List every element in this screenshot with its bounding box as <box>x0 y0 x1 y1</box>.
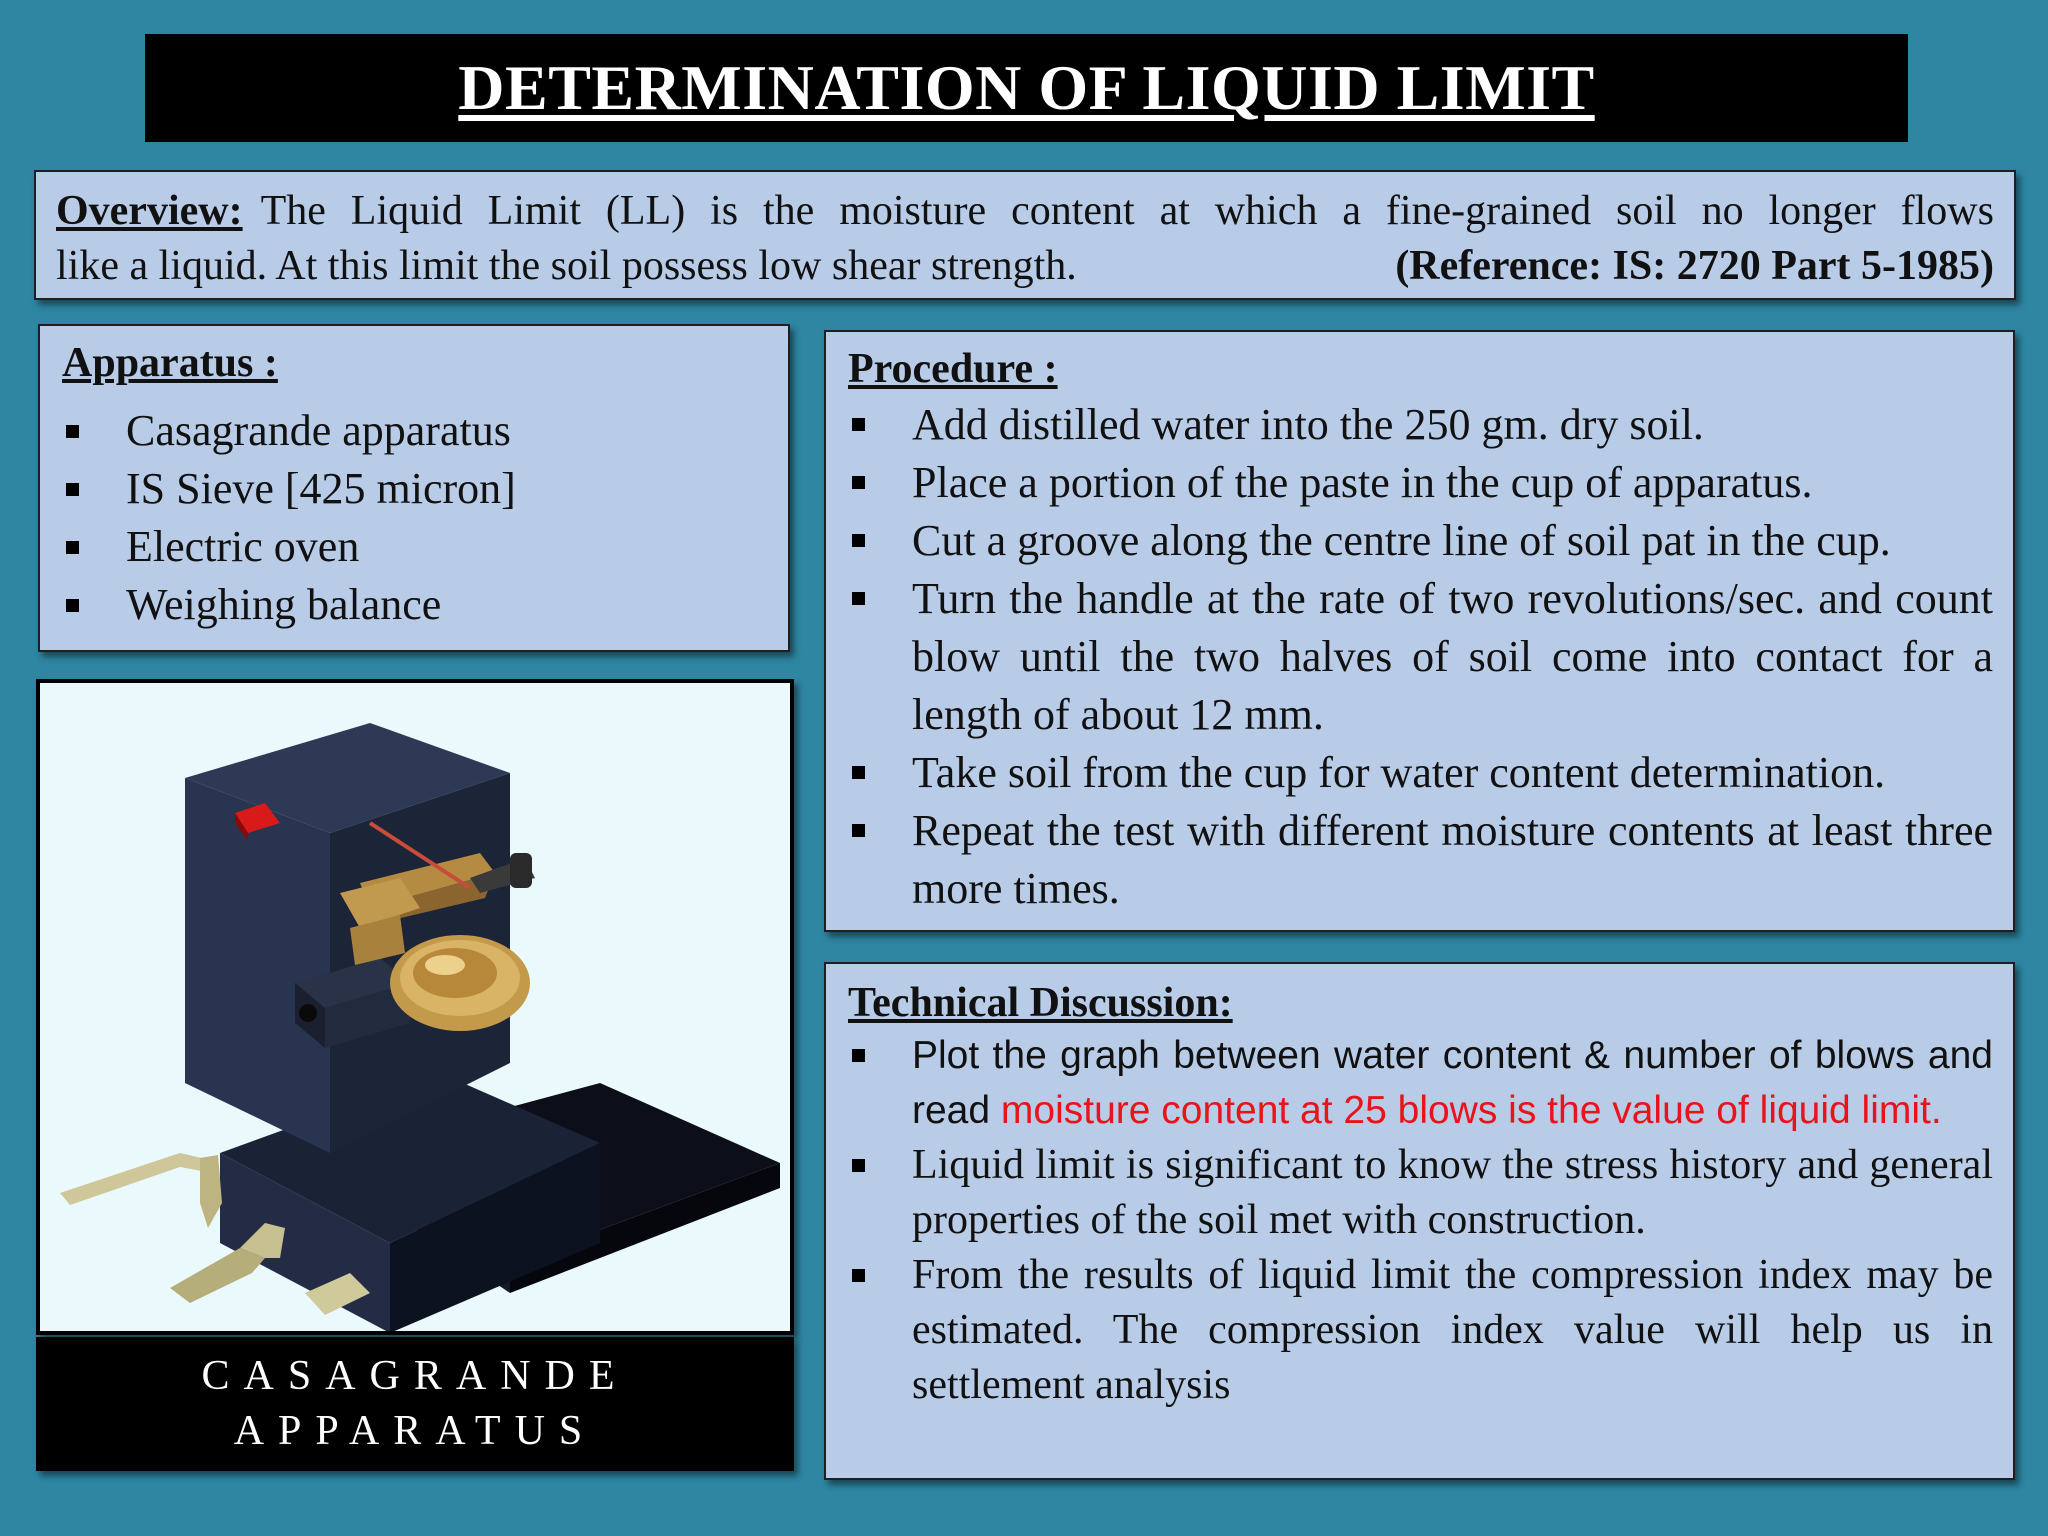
apparatus-photo-frame <box>36 679 794 1335</box>
bullet-square-icon <box>852 1269 865 1282</box>
apparatus-panel <box>38 324 790 652</box>
photo-caption <box>36 1337 794 1471</box>
bullet-square-icon <box>852 766 865 779</box>
casagrande-apparatus-illustration <box>40 683 790 1331</box>
bullet-square-icon <box>66 425 79 438</box>
list-item: Add distilled water into the 250 gm. dry soil. <box>848 396 1993 454</box>
bullet-square-icon <box>852 592 865 605</box>
list-item: From the results of liquid limit the compression index may be estimated. The compression index value will help us in settlement analysis <box>848 1248 1993 1413</box>
list-item: Liquid limit is significant to know the stress history and general properties of the soil met with construction. <box>848 1138 1993 1248</box>
list-item: Repeat the test with different moisture contents at least three more times. <box>848 802 1993 918</box>
list-item: Weighing balance <box>62 576 766 634</box>
bullet-square-icon <box>852 1049 865 1062</box>
bullet-square-icon <box>852 534 865 547</box>
procedure-heading: Procedure : <box>848 346 1058 392</box>
bullet-square-icon <box>852 1159 865 1172</box>
list-item: Casagrande apparatus <box>62 402 766 460</box>
bullet-square-icon <box>66 599 79 612</box>
procedure-list <box>848 396 1993 918</box>
overview-text-1: The Liquid Limit (LL) is the moisture content at which a fine-grained soil no longer flows <box>260 188 1994 234</box>
apparatus-list <box>62 402 766 634</box>
list-item: Place a portion of the paste in the cup of apparatus. <box>848 454 1993 512</box>
list-item: IS Sieve [425 micron] <box>62 460 766 518</box>
overview-text-2: like a liquid. At this limit the soil possess low shear strength. <box>56 243 1077 289</box>
bullet-square-icon <box>852 476 865 489</box>
caption-line-2: APPARATUS <box>233 1408 597 1454</box>
list-item: Electric oven <box>62 518 766 576</box>
bullet-square-icon <box>852 418 865 431</box>
procedure-panel <box>824 330 2015 932</box>
list-item: Plot the graph between water content & number of blows and read moisture content at 25 blows is the value of liquid limit. <box>848 1028 1993 1138</box>
overview-reference: (Reference: IS: 2720 Part 5-1985) <box>1395 243 1994 289</box>
title-bar <box>145 34 1908 142</box>
technical-heading: Technical Discussion: <box>848 980 1233 1026</box>
list-item: Turn the handle at the rate of two revolutions/sec. and count blow until the two halves of soil come into contact for a length of about 12 mm. <box>848 570 1993 744</box>
bullet-square-icon <box>66 483 79 496</box>
overview-label: Overview: <box>56 188 243 234</box>
list-item: Take soil from the cup for water content determination. <box>848 744 1993 802</box>
technical-list <box>848 1028 1993 1413</box>
overview-line-1 <box>56 184 1994 239</box>
page-title: DETERMINATION OF LIQUID LIMIT <box>458 52 1595 123</box>
list-item: Cut a groove along the centre line of soil pat in the cup. <box>848 512 1993 570</box>
casagrande-apparatus-image <box>40 683 790 1331</box>
bullet-square-icon <box>852 824 865 837</box>
overview-line-2 <box>56 239 1994 294</box>
bullet-square-icon <box>66 541 79 554</box>
overview-panel <box>34 170 2016 300</box>
technical-discussion-panel <box>824 962 2015 1480</box>
highlighted-text: moisture content at 25 blows is the value of liquid limit. <box>1000 1089 1942 1132</box>
apparatus-heading: Apparatus : <box>62 340 278 386</box>
caption-line-1: CASAGRANDE <box>201 1353 629 1399</box>
